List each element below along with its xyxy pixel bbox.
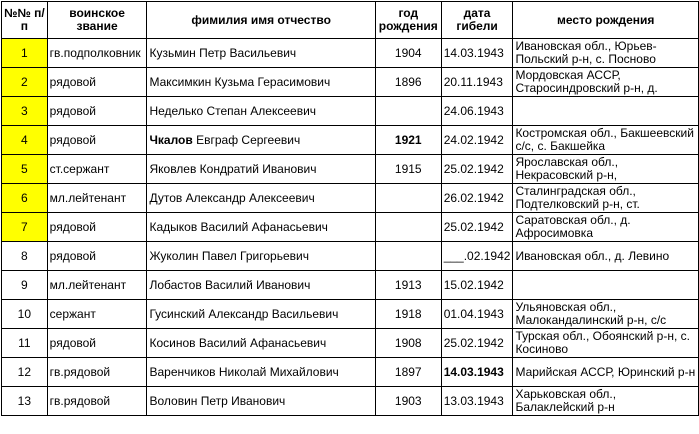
cell-date: 26.02.1942 [441,184,513,213]
cell-rank: мл.лейтенант [47,184,147,213]
table-row [2,271,699,300]
cell-name [147,126,375,155]
cell-year: 1918 [375,300,441,329]
table-row [2,300,699,329]
cell-name [147,271,375,300]
cell-num: 12 [2,358,48,387]
cell-place: Саратовская обл., д. Афросимовка [513,213,699,242]
cell-num: 13 [2,387,48,416]
cell-place: Турская обл., Обоянский р-н, с. Косиново [513,329,699,358]
cell-rank: рядовой [47,126,147,155]
cell-date: 20.11.1943 [441,68,513,97]
cell-rank: гв.рядовой [47,358,147,387]
cell-fullname: Кузьмин Петр Васильевич [149,45,297,60]
cell-year: 1896 [375,68,441,97]
cell-num: 7 [2,213,48,242]
cell-name [147,358,375,387]
cell-place [513,97,699,126]
header-num: №№ п/п [2,2,48,39]
cell-fullname: Яковлев Кондратий Иванович [149,161,317,176]
cell-fullname: Евграф Сергеевич [192,132,301,147]
table-row [2,68,699,97]
cell-year: 1921 [375,126,441,155]
cell-num: 5 [2,155,48,184]
cell-rank: сержант [47,300,147,329]
cell-place: Ульяновская обл., Малокандалинский р-н, с/с [513,300,699,329]
table-row [2,184,699,213]
cell-rank: рядовой [47,97,147,126]
table-row [2,39,699,68]
cell-fullname: Косинов Василий Афанасьевич [149,335,327,350]
cell-rank: рядовой [47,242,147,271]
cell-name [147,68,375,97]
table-row [2,358,699,387]
cell-rank: гв.рядовой [47,387,147,416]
cell-num: 2 [2,68,48,97]
header-year: год рождения [375,2,441,39]
header-rank: воинское звание [47,2,147,39]
burial-list-table [1,1,699,416]
cell-name [147,242,375,271]
cell-date: ___.02.1942 [441,242,513,271]
cell-rank: рядовой [47,213,147,242]
header-row [2,2,699,39]
cell-place: Костромская обл., Бакшеевский с/с, с. Бакшейка [513,126,699,155]
cell-date: 13.03.1943 [441,387,513,416]
table-row [2,387,699,416]
header-name: фимилия имя отчество [147,2,375,39]
cell-fullname: Неделько Степан Алексеевич [149,103,317,118]
cell-surname: Чкалов [149,132,193,147]
cell-fullname: Жуколин Павел Григорьевич [149,248,309,263]
cell-name [147,39,375,68]
cell-num: 11 [2,329,48,358]
cell-year: 1903 [375,387,441,416]
cell-name [147,213,375,242]
cell-num: 3 [2,97,48,126]
cell-num: 6 [2,184,48,213]
cell-date: 14.03.1943 [441,39,513,68]
cell-num: 4 [2,126,48,155]
cell-year: 1913 [375,271,441,300]
cell-fullname: Воловин Петр Иванович [149,393,286,408]
cell-date: 25.02.1942 [441,155,513,184]
cell-name [147,387,375,416]
cell-rank: рядовой [47,68,147,97]
cell-fullname: Гусинский Александр Васильевич [149,306,339,321]
cell-place: Сталинградская обл., Подтелковский р-н, ст. [513,184,699,213]
cell-year: 1915 [375,155,441,184]
cell-name [147,184,375,213]
cell-year [375,97,441,126]
cell-fullname: Дутов Александр Алексеевич [149,190,315,205]
table-row [2,213,699,242]
cell-place: Марийская АССР, Юринский р-н [513,358,699,387]
table-row [2,329,699,358]
cell-place: Мордовская АССР, Старосиндровский р-н, д. [513,68,699,97]
table-row [2,242,699,271]
header-date: дата гибели [441,2,513,39]
table-row [2,97,699,126]
cell-year [375,213,441,242]
cell-fullname: Лобастов Василий Иванович [149,277,311,292]
cell-place: Ивановская обл., Юрьев-Польский р-н, с. Посново [513,39,699,68]
cell-fullname: Кадыков Василий Афанасьевич [149,219,328,234]
cell-name [147,329,375,358]
cell-rank: мл.лейтенант [47,271,147,300]
cell-place: Ярославская обл., Некрасовский р-н, [513,155,699,184]
cell-place: Харьковская обл., Балаклейский р-н [513,387,699,416]
cell-year [375,184,441,213]
cell-name [147,300,375,329]
header-place: место рождения [513,2,699,39]
cell-place: Ивановская обл., д. Левино [513,242,699,271]
cell-year [375,242,441,271]
cell-date: 25.02.1942 [441,329,513,358]
cell-fullname: Максимкин Кузьма Герасимович [149,74,331,89]
table-row [2,126,699,155]
table-row [2,155,699,184]
cell-place [513,271,699,300]
cell-year: 1904 [375,39,441,68]
cell-rank: рядовой [47,329,147,358]
cell-num: 9 [2,271,48,300]
cell-year: 1908 [375,329,441,358]
cell-num: 8 [2,242,48,271]
cell-num: 10 [2,300,48,329]
cell-fullname: Варенчиков Николай Михайлович [149,364,339,379]
cell-rank: ст.сержант [47,155,147,184]
cell-rank: гв.подполковник [47,39,147,68]
cell-year: 1897 [375,358,441,387]
cell-date: 24.06.1943 [441,97,513,126]
cell-date: 01.04.1943 [441,300,513,329]
cell-name [147,97,375,126]
cell-num: 1 [2,39,48,68]
cell-name [147,155,375,184]
cell-date: 24.02.1942 [441,126,513,155]
cell-date: 25.02.1942 [441,213,513,242]
cell-date: 15.02.1942 [441,271,513,300]
cell-date: 14.03.1943 [441,358,513,387]
